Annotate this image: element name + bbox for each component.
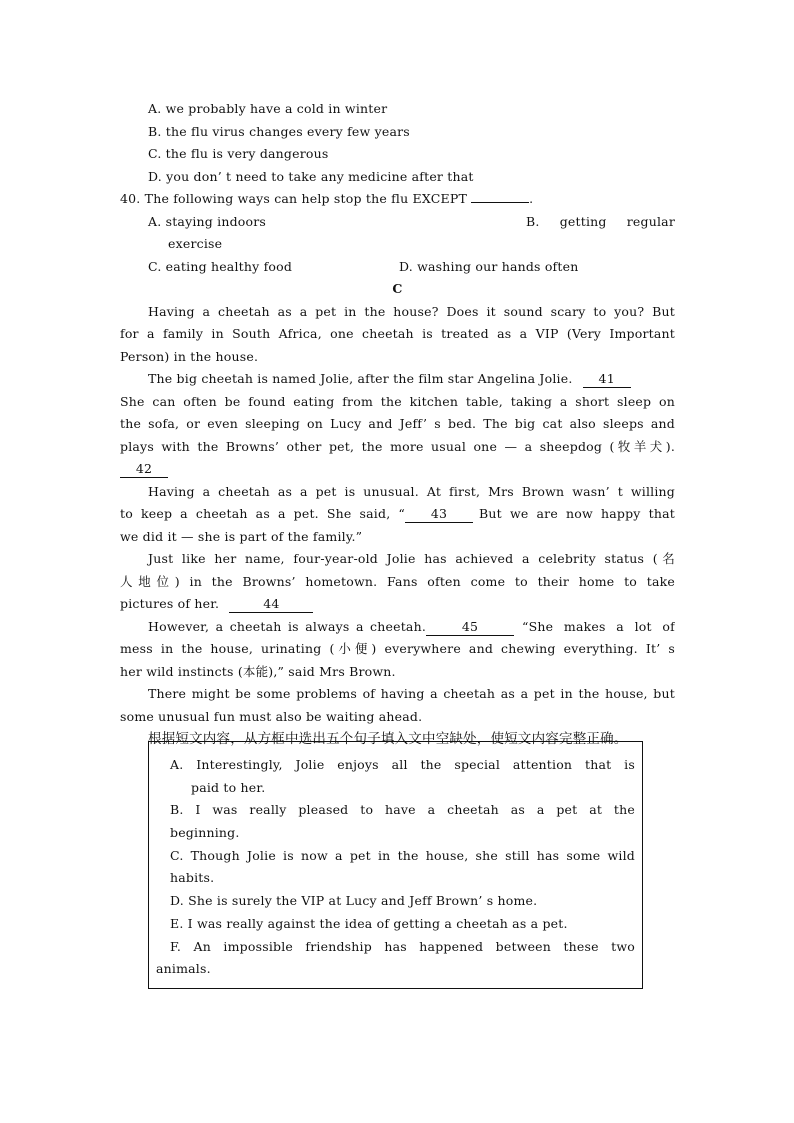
q40-stem-end: . [529, 191, 534, 206]
passage-p6-line1: There might be some problems of having a cheetah as a pet in the house, but [148, 686, 675, 701]
q40-stem [120, 188, 675, 211]
q40-option-d: D. washing our hands often [399, 258, 579, 274]
passage-p3-line3: we did it — she is part of the family.” [120, 528, 363, 544]
passage-p6-line2: some unusual fun must also be waiting ahead. [120, 708, 423, 724]
passage-p1-line3: Person) in the house. [120, 348, 259, 364]
box-option-b-line1: B. I was really pleased to have a cheetah as a pet at the [170, 802, 635, 818]
task-instruction: 根据短文内容，从方框中选出五个句子填入文中空缺处，使短文内容完整正确。 [148, 731, 628, 747]
q39-option-b: B. the flu virus changes every few years [148, 123, 410, 139]
q40-option-c: C. eating healthy food [148, 258, 293, 274]
blank-44: 44 [229, 595, 313, 613]
passage-p4-line2: 人地位) in the Browns’ hometown. Fans often come to their home to take [120, 573, 675, 589]
box-option-b-line2: beginning. [170, 825, 240, 841]
passage-p1-line2: for a family in South Africa, one cheetah is treated as a VIP (Very Important [120, 326, 675, 341]
box-option-f-line1: F. An impossible friendship has happened between these two [170, 938, 635, 954]
worksheet-page [120, 98, 675, 750]
box-option-c-line2: habits. [170, 870, 215, 886]
q39-option-a: A. we probably have a cold in winter [148, 101, 388, 116]
passage-p5-line2: mess in the house, urinating (小便) everywhere and chewing everything. It’ s [120, 641, 675, 656]
passage-p2-line5 [120, 458, 675, 481]
q40-option-b: B. getting regular [526, 213, 675, 229]
box-option-f-line2: animals. [156, 961, 211, 977]
passage-p3-line2 [120, 503, 675, 526]
passage-text: But we are now happy that [479, 506, 675, 521]
box-option-a-line1: A. Interestingly, Jolie enjoys all the special attention that is [170, 757, 635, 772]
section-c-heading: C [392, 281, 403, 296]
q40-option-b-cont: exercise [168, 236, 223, 251]
passage-text: pictures of her. [120, 596, 220, 611]
passage-p4-line3 [120, 593, 675, 616]
blank-43: 43 [405, 505, 473, 523]
passage-p2-line1 [120, 368, 675, 391]
q40-answer-blank [471, 202, 529, 203]
q39-option-d: D. you don’ t need to take any medicine after that [148, 168, 474, 184]
passage-p5-line1 [120, 616, 675, 639]
passage-p5-line3: her wild instincts (本能),” said Mrs Brown. [120, 663, 396, 679]
blank-41: 41 [583, 370, 631, 388]
passage-p2-line4: plays with the Browns’ other pet, the more usual one — a sheepdog (牧羊犬). [120, 438, 675, 454]
q40-options-row2 [120, 256, 675, 279]
passage-p3-line1: Having a cheetah as a pet is unusual. At first, Mrs Brown wasn’ t willing [148, 483, 675, 499]
q40-option-a: A. staying indoors [148, 213, 267, 229]
passage-text: However, a cheetah is always a cheetah. [148, 618, 426, 634]
passage-text: to keep a cheetah as a pet. She said, “ [120, 506, 405, 521]
q40-stem-text: 40. The following ways can help stop the flu EXCEPT [120, 191, 467, 206]
options-box [148, 741, 643, 989]
passage-text: “She makes a lot of [522, 618, 675, 634]
blank-45: 45 [426, 618, 514, 636]
q39-option-c: C. the flu is very dangerous [148, 146, 329, 161]
passage-p2-line3: the sofa, or even sleeping on Lucy and Jeff’ s bed. The big cat also sleeps and [120, 416, 675, 431]
blank-42: 42 [120, 460, 168, 478]
passage-p1-line1: Having a cheetah as a pet in the house? Does it sound scary to you? But [148, 303, 675, 319]
passage-p2-line2: She can often be found eating from the kitchen table, taking a short sleep on [120, 393, 675, 409]
passage-p4-line1: Just like her name, four-year-old Jolie has achieved a celebrity status (名 [148, 551, 675, 566]
box-option-c-line1: C. Though Jolie is now a pet in the house, she still has some wild [170, 847, 635, 863]
box-option-e: E. I was really against the idea of getting a cheetah as a pet. [170, 915, 568, 931]
box-option-d: D. She is surely the VIP at Lucy and Jeff Brown’ s home. [170, 893, 538, 909]
box-option-a-line2: paid to her. [191, 779, 266, 795]
q40-options-row1 [120, 211, 675, 234]
passage-text: The big cheetah is named Jolie, after the film star Angelina Jolie. [148, 371, 573, 386]
